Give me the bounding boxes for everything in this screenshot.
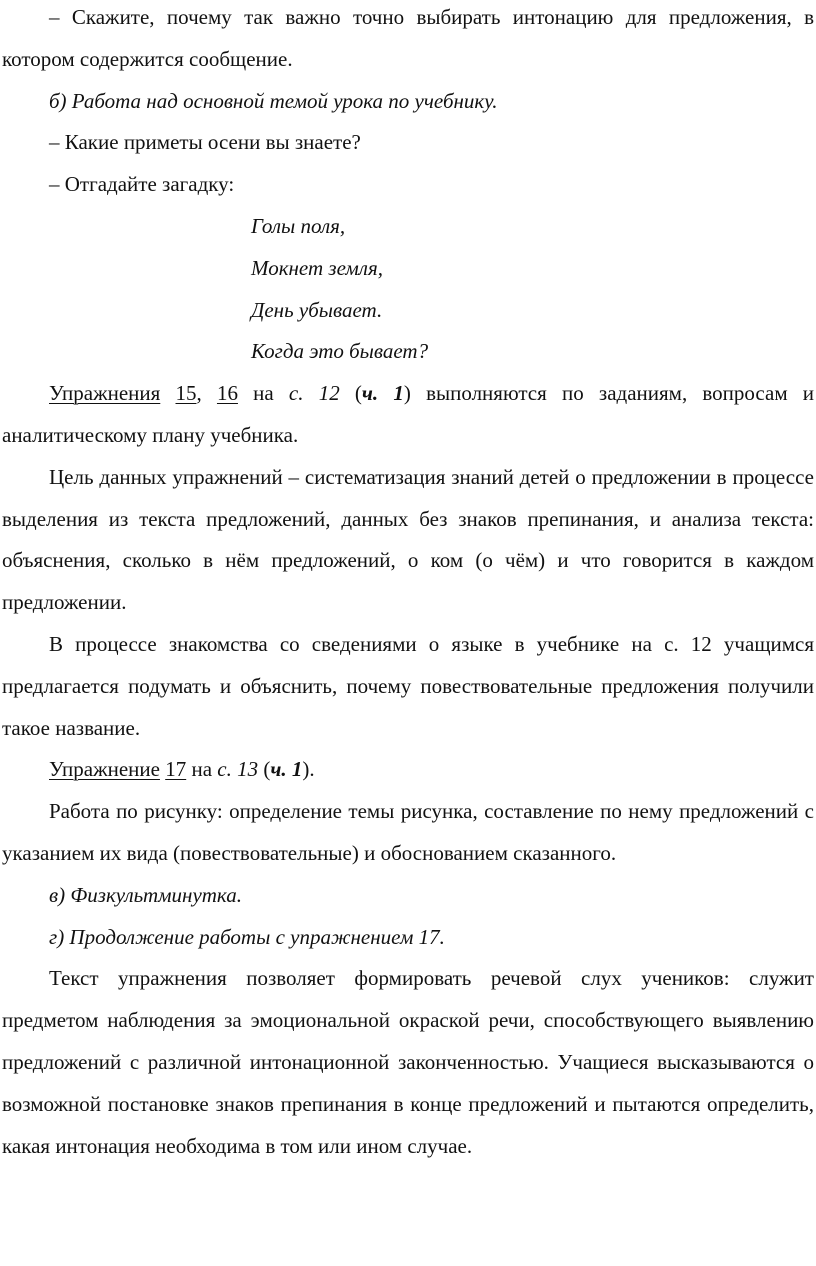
part-ref-1b: ч. 1	[270, 757, 303, 782]
question-autumn-signs: – Какие приметы осени вы знаете?	[49, 130, 361, 155]
question-intonation: – Скажите, почему так важно точно выбирать интонацию для предложения, в котором содержится сообщение.	[2, 5, 814, 71]
exercise-17	[2, 749, 814, 791]
section-heading-b: б) Работа над основной темой урока по учебнику.	[49, 88, 498, 113]
part-ref-1: ч. 1	[361, 381, 404, 406]
exercise-17-link[interactable]: 17	[165, 757, 187, 782]
na-text: на	[253, 381, 274, 406]
section-heading-v: в) Физкультминутка.	[49, 882, 242, 907]
part-close: )	[403, 381, 411, 406]
exercise-link-word[interactable]: Упражнение	[49, 757, 160, 782]
part-close-2: ).	[302, 757, 315, 782]
poem-line-1: Голы поля,	[251, 213, 346, 238]
exercise-15-link[interactable]: 15	[175, 381, 197, 406]
exercises-15-16	[2, 373, 814, 457]
na-text-2: на	[191, 757, 213, 782]
question-riddle: – Отгадайте загадку:	[49, 172, 235, 197]
exercises-description: выполняются по заданиям, вопросам и аналитическому плану учебника.	[2, 381, 815, 447]
part-open-2: (	[263, 757, 271, 782]
exercises-link-word[interactable]: Упражнения	[49, 381, 161, 406]
poem-line-4: Когда это бывает?	[251, 339, 429, 364]
section-heading-g: г) Продолжение работы с упражнением 17.	[49, 924, 445, 949]
part-open: (	[354, 381, 362, 406]
poem-line-3: День убывает.	[251, 297, 383, 322]
language-info: В процессе знакомства со сведениями о языке в учебнике на с. 12 учащимся предлагается подумать и объяснить, почему повествовательные предложения получили такое название.	[2, 631, 814, 740]
poem-line-2: Мокнет земля,	[251, 255, 383, 280]
exercise-16-link[interactable]: 16	[216, 381, 238, 406]
exercise-comma: ,	[196, 381, 202, 406]
page-ref-13: с. 13	[217, 757, 259, 782]
page-ref-12: с. 12	[288, 381, 340, 406]
picture-work: Работа по рисунку: определение темы рисунка, составление по нему предложений с указанием их вида (повествовательные) и обоснованием сказанного.	[2, 799, 814, 865]
exercise-text-description: Текст упражнения позволяет формировать речевой слух учеников: служит предметом наблюдения за эмоциональной окраской речи, способствующего выявлению предложений с различной интонационной законченностью. Учащиеся высказываются о возможной постановке знаков препинания в конце предложений и пытаются определить, какая интонация необходима в том или ином случае.	[2, 966, 814, 1158]
exercises-goal: Цель данных упражнений – систематизация знаний детей о предложении в процессе выделения из текста предложений, данных без знаков препинания, и анализа текста: объяснения, сколько в нём предложений, о ком (о чём) и что говорится в каждом предложении.	[2, 464, 814, 615]
riddle-poem	[2, 206, 814, 373]
